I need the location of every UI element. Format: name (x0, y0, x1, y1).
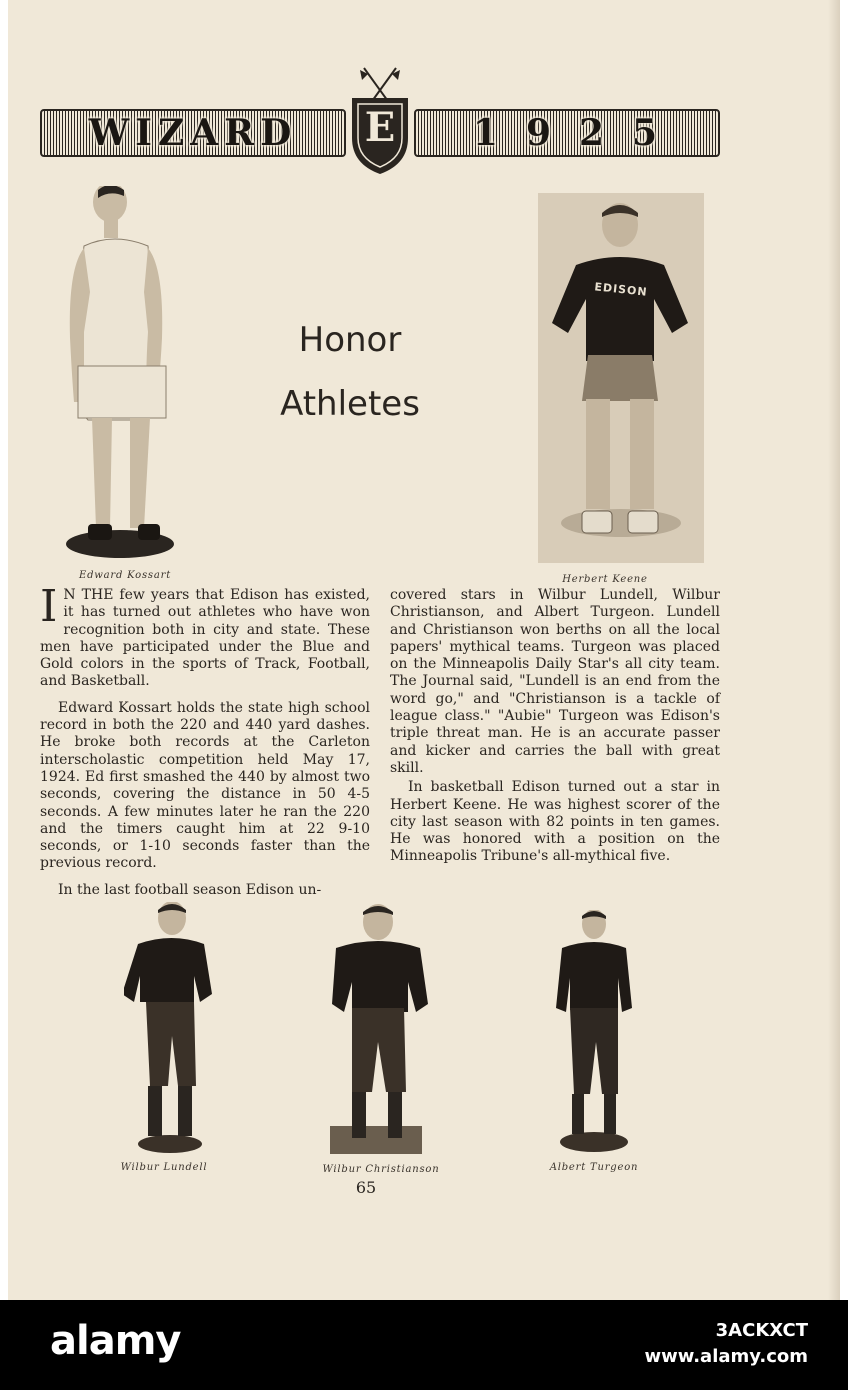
page-title-line2: Athletes (280, 384, 420, 424)
photo-wilbur-lundell (124, 902, 216, 1156)
watermark-image-id: 3ACKXCT (715, 1320, 808, 1341)
watermark-url: www.alamy.com (644, 1346, 808, 1367)
page-edge-shadow (828, 0, 840, 1300)
photo-wilbur-christianson (326, 904, 430, 1158)
jersey-lettering: EDISON (593, 280, 649, 299)
paragraph-intro (40, 581, 370, 691)
header-year-text: 1925 (472, 112, 686, 154)
header-wizard-text: WIZARD (88, 112, 298, 154)
crest-letter: E (364, 104, 396, 151)
article-left-column (40, 581, 370, 908)
paragraph-kossart: Edward Kossart holds the state high school record in both the 220 and 440 yard dashes. He broke both records at the Carleton interscholastic competition held May 17, 1924. Ed first smashed the 440 by almost two seconds, covering the distance in 50 4-5 seconds. A few minutes later he ran the 220 and the timers caught him at 22 9-10 seconds, or 1-10 seconds faster than the previous record. (40, 699, 370, 872)
caption-wilbur-lundell: Wilbur Lundell (120, 1162, 208, 1173)
drop-cap: I (40, 581, 58, 632)
paragraph-football-cont: covered stars in Wilbur Lundell, Wilbur Christianson, and Albert Turgeon. Lundell and Christianson won berths on all the local papers' mythical teams. Turgeon was placed on the Minneapolis Daily Star's all city team. The Journal said, "Lundell is an end from the word go," and "Christianson is a tackle of league class." "Aubie" Turgeon was Edison's triple threat man. He is an accurate passer and kicker and carries the ball with great skill. (390, 587, 720, 776)
watermark-brand-logo: alamy (50, 1318, 181, 1364)
photo-albert-turgeon (552, 910, 636, 1156)
caption-herbert-keene: Herbert Keene (562, 574, 648, 585)
photo-edward-kossart (64, 186, 180, 564)
page-number: 65 (355, 1178, 377, 1197)
caption-wilbur-christianson: Wilbur Christianson (322, 1164, 440, 1175)
article-right-column (390, 587, 720, 875)
caption-edward-kossart: Edward Kossart (78, 570, 172, 581)
paragraph-football-start: In the last football season Edison un- (58, 881, 322, 898)
paragraph-basketball: In basketball Edison turned out a star in Herbert Keene. He was highest scorer of the city last season with 82 points in ten games. He was honored with a position on the Minneapolis Tribune's all-mythical five. (390, 779, 720, 865)
page-title-line1: Honor (298, 320, 402, 360)
caption-albert-turgeon: Albert Turgeon (549, 1162, 639, 1173)
photo-herbert-keene (538, 193, 704, 563)
paragraph-intro-text: N THE few years that Edison has existed, it has turned out athletes who have won recognition both in city and state. These men have participated under the Blue and Gold colors in the sports of Track, Football, and Basketball. (40, 587, 370, 690)
